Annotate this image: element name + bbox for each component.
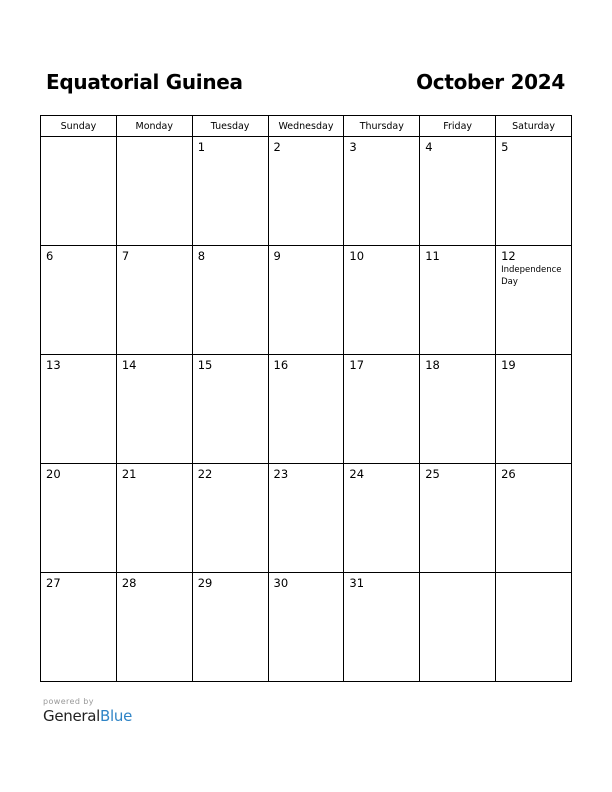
day-cell: [116, 573, 192, 682]
day-number: 18: [425, 358, 440, 372]
day-cell: [41, 464, 117, 573]
day-cell: [268, 246, 344, 355]
day-cell: [41, 573, 117, 682]
day-number: 22: [197, 467, 213, 481]
day-cell: [344, 355, 420, 464]
day-cell: [268, 573, 344, 682]
day-cell: [192, 573, 268, 682]
day-number: 1: [197, 140, 206, 154]
day-cell: [268, 355, 344, 464]
day-number: 14: [121, 358, 137, 372]
day-number: 4: [425, 140, 433, 154]
day-cell: [344, 573, 420, 682]
day-cell: [344, 246, 420, 355]
weekday-thursday: Thursday: [344, 116, 420, 137]
day-number: 12: [501, 249, 516, 263]
week-row: [41, 573, 572, 682]
brand-blue: Blue: [100, 707, 133, 725]
day-number: 28: [121, 576, 137, 590]
day-cell: [41, 246, 117, 355]
day-number: 23: [273, 467, 289, 481]
day-number: 15: [197, 358, 213, 372]
day-cell: [496, 355, 572, 464]
footer-branding: [43, 697, 132, 725]
weekday-friday: Friday: [420, 116, 496, 137]
holiday-label: Independence Day: [501, 265, 562, 287]
calendar-grid: [40, 115, 572, 682]
month-year-title: October 2024: [416, 70, 565, 94]
day-number: 5: [501, 140, 509, 154]
generalblue-logo[interactable]: [43, 707, 132, 725]
day-cell: [420, 464, 496, 573]
day-number: 2: [273, 140, 281, 154]
day-cell: [420, 246, 496, 355]
day-cell: [192, 137, 268, 246]
day-number: 7: [121, 249, 130, 263]
weekday-saturday: Saturday: [496, 116, 572, 137]
day-cell: [268, 137, 344, 246]
day-number: 16: [273, 358, 289, 372]
day-number: 31: [349, 576, 365, 590]
day-cell: [496, 137, 572, 246]
day-cell: [192, 464, 268, 573]
day-number: 8: [197, 249, 206, 263]
day-cell: [41, 355, 117, 464]
day-number: 11: [425, 249, 440, 263]
brand-general: General: [43, 707, 101, 725]
day-number: 27: [46, 576, 61, 590]
day-cell: [192, 355, 268, 464]
day-cell: [496, 464, 572, 573]
week-row: [41, 246, 572, 355]
day-number: 20: [46, 467, 61, 481]
day-cell: [116, 137, 192, 246]
weekday-wednesday: Wednesday: [268, 116, 344, 137]
day-cell: [420, 573, 496, 682]
day-number: 13: [46, 358, 61, 372]
weekday-tuesday: Tuesday: [192, 116, 268, 137]
day-number: 9: [273, 249, 281, 263]
day-cell: [41, 137, 117, 246]
weekday-sunday: Sunday: [41, 116, 117, 137]
day-cell: [116, 246, 192, 355]
day-cell: [420, 355, 496, 464]
day-number: 10: [349, 249, 365, 263]
weekday-monday: Monday: [116, 116, 192, 137]
week-row: [41, 355, 572, 464]
day-number: 30: [273, 576, 289, 590]
day-cell: [496, 573, 572, 682]
day-cell: [344, 464, 420, 573]
day-cell: [344, 137, 420, 246]
day-cell: [116, 464, 192, 573]
day-cell: [116, 355, 192, 464]
day-number: 3: [349, 140, 357, 154]
day-number: 26: [501, 467, 516, 481]
day-number: 24: [349, 467, 365, 481]
country-title: Equatorial Guinea: [46, 70, 243, 94]
day-number: 29: [197, 576, 213, 590]
day-number: 21: [121, 467, 137, 481]
day-number: 25: [425, 467, 440, 481]
weekday-header-row: [41, 116, 572, 137]
day-cell: [192, 246, 268, 355]
day-number: 6: [46, 249, 54, 263]
day-cell: [420, 137, 496, 246]
powered-by-label: powered by: [43, 697, 94, 706]
day-cell-holiday: [496, 246, 572, 355]
day-cell: [268, 464, 344, 573]
day-number: 19: [501, 358, 516, 372]
week-row: [41, 137, 572, 246]
week-row: [41, 464, 572, 573]
day-number: 17: [349, 358, 365, 372]
